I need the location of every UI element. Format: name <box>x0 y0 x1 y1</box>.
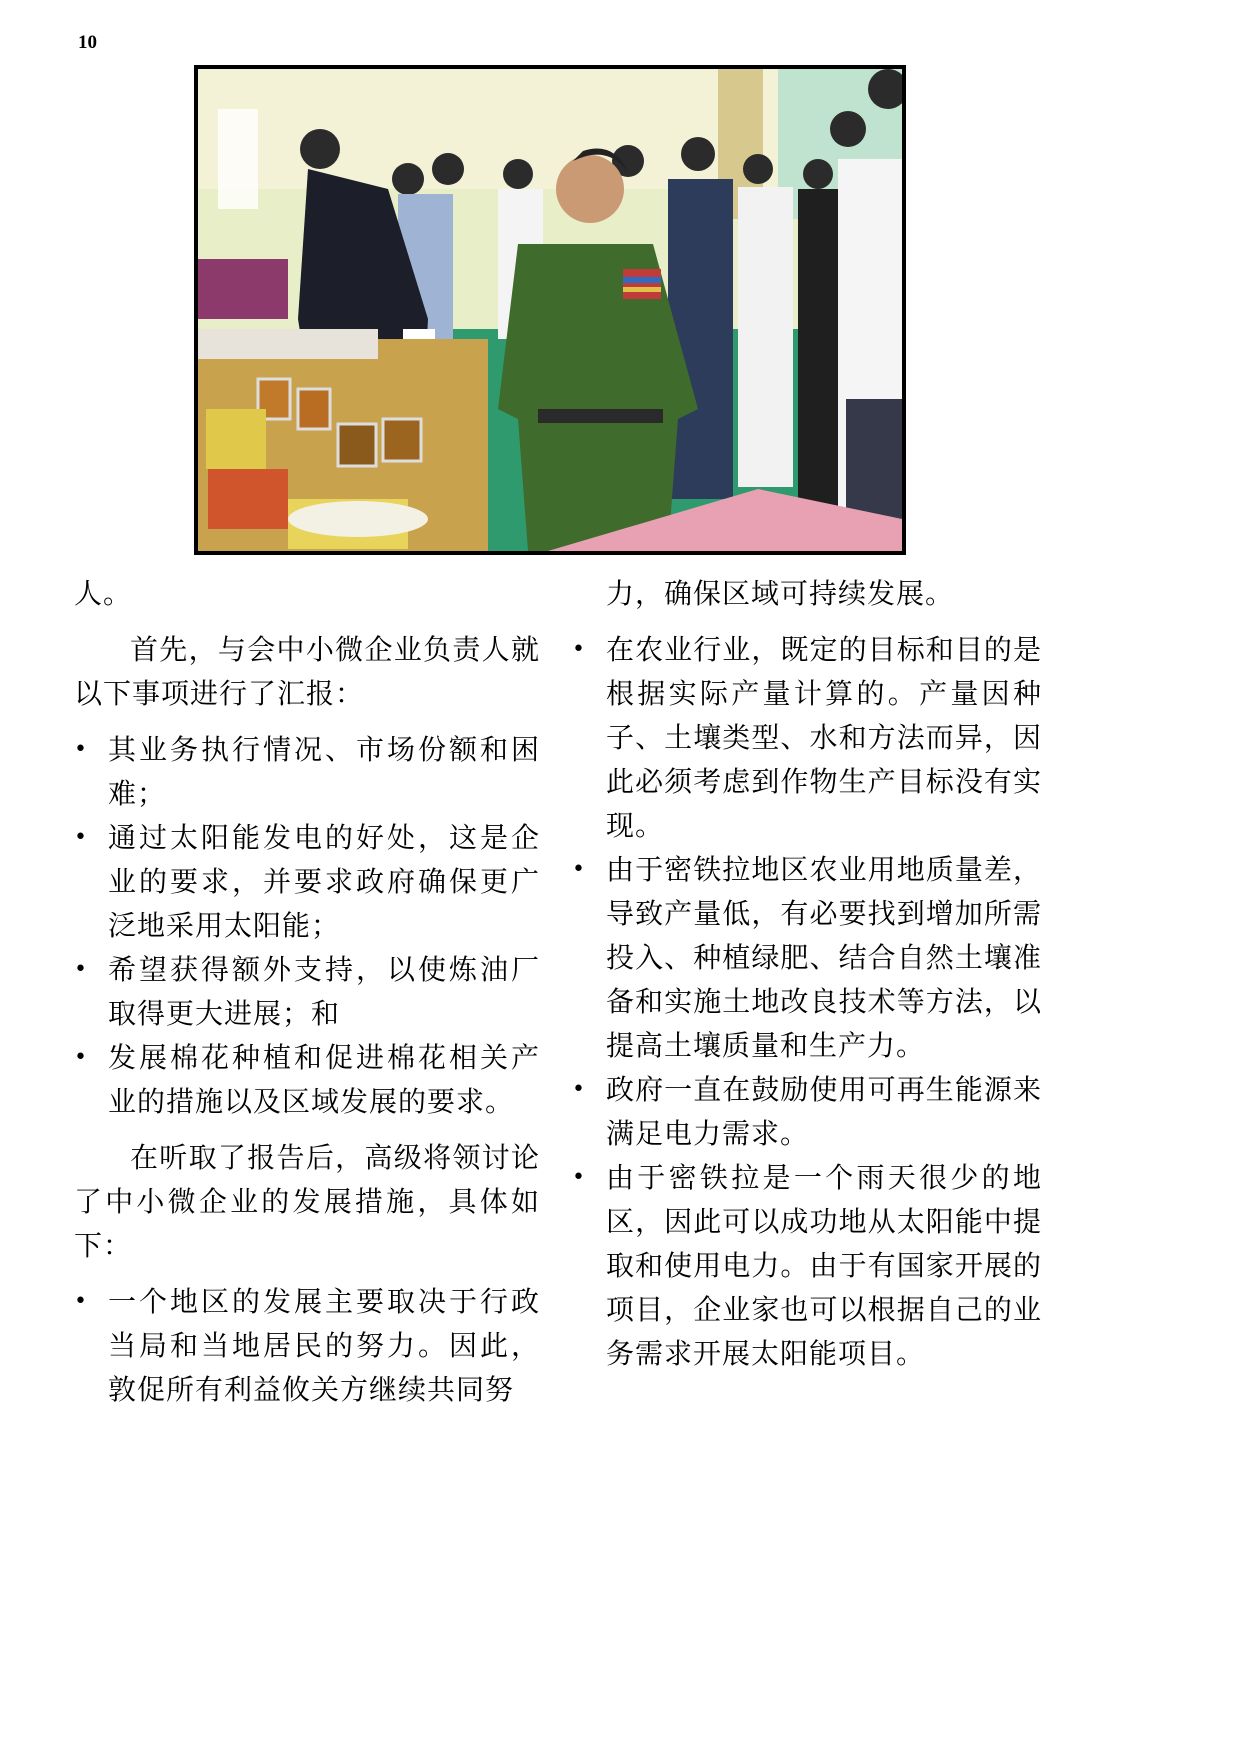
list-item <box>572 848 1042 1068</box>
bullet-icon: • <box>74 1289 88 1314</box>
left-column <box>74 572 540 1424</box>
measures-list <box>74 1280 540 1412</box>
list-item <box>572 1068 1042 1156</box>
list-item-text: 一个地区的发展主要取决于行政当局和当地居民的努力。因此，敦促所有利益攸关方继续共同努 <box>108 1285 540 1406</box>
news-photo <box>194 65 906 555</box>
bullet-icon: • <box>572 1077 586 1102</box>
bullet-icon: • <box>74 825 88 850</box>
list-item <box>74 948 540 1036</box>
list-item <box>74 728 540 816</box>
paragraph-discussion: 在听取了报告后，高级将领讨论了中小微企业的发展措施，具体如下： <box>74 1141 540 1262</box>
list-item <box>572 1156 1042 1376</box>
paragraph-continuation: 力，确保区域可持续发展。 <box>606 577 955 610</box>
photo-illustration <box>198 69 902 551</box>
bullet-icon: • <box>572 1165 586 1190</box>
list-item <box>74 1280 540 1412</box>
list-item <box>572 628 1042 848</box>
paragraph-intro: 首先，与会中小微企业负责人就以下事项进行了汇报： <box>74 633 540 710</box>
list-item <box>74 1036 540 1124</box>
report-list <box>74 728 540 1124</box>
list-item-text: 其业务执行情况、市场份额和困难； <box>108 733 540 810</box>
page-number: 10 <box>78 32 97 53</box>
list-item-text: 由于密铁拉是一个雨天很少的地区，因此可以成功地从太阳能中提取和使用电力。由于有国家开展的项目，企业家也可以根据自己的业务需求开展太阳能项目。 <box>606 1161 1042 1370</box>
paragraph-continuation: 人。 <box>74 577 133 610</box>
list-item-text: 希望获得额外支持，以使炼油厂取得更大进展；和 <box>108 953 540 1030</box>
list-item-text: 通过太阳能发电的好处，这是企业的要求，并要求政府确保更广泛地采用太阳能； <box>108 821 540 942</box>
list-item-text: 发展棉花种植和促进棉花相关产业的措施以及区域发展的要求。 <box>108 1041 540 1118</box>
list-item-text: 政府一直在鼓励使用可再生能源来满足电力需求。 <box>606 1073 1042 1150</box>
bullet-icon: • <box>74 737 88 762</box>
bullet-icon: • <box>74 1045 88 1070</box>
bullet-icon: • <box>572 637 586 662</box>
measures-list-continued <box>572 628 1042 1376</box>
list-item-text: 在农业行业，既定的目标和目的是根据实际产量计算的。产量因种子、土壤类型、水和方法而异，因此必须考虑到作物生产目标没有实现。 <box>606 633 1042 842</box>
list-item <box>74 816 540 948</box>
bullet-icon: • <box>74 957 88 982</box>
list-item-text: 由于密铁拉地区农业用地质量差，导致产量低，有必要找到增加所需投入、种植绿肥、结合自然土壤准备和实施土地改良技术等方法，以提高土壤质量和生产力。 <box>606 853 1042 1062</box>
right-column <box>572 572 1042 1388</box>
bullet-icon: • <box>572 857 586 882</box>
